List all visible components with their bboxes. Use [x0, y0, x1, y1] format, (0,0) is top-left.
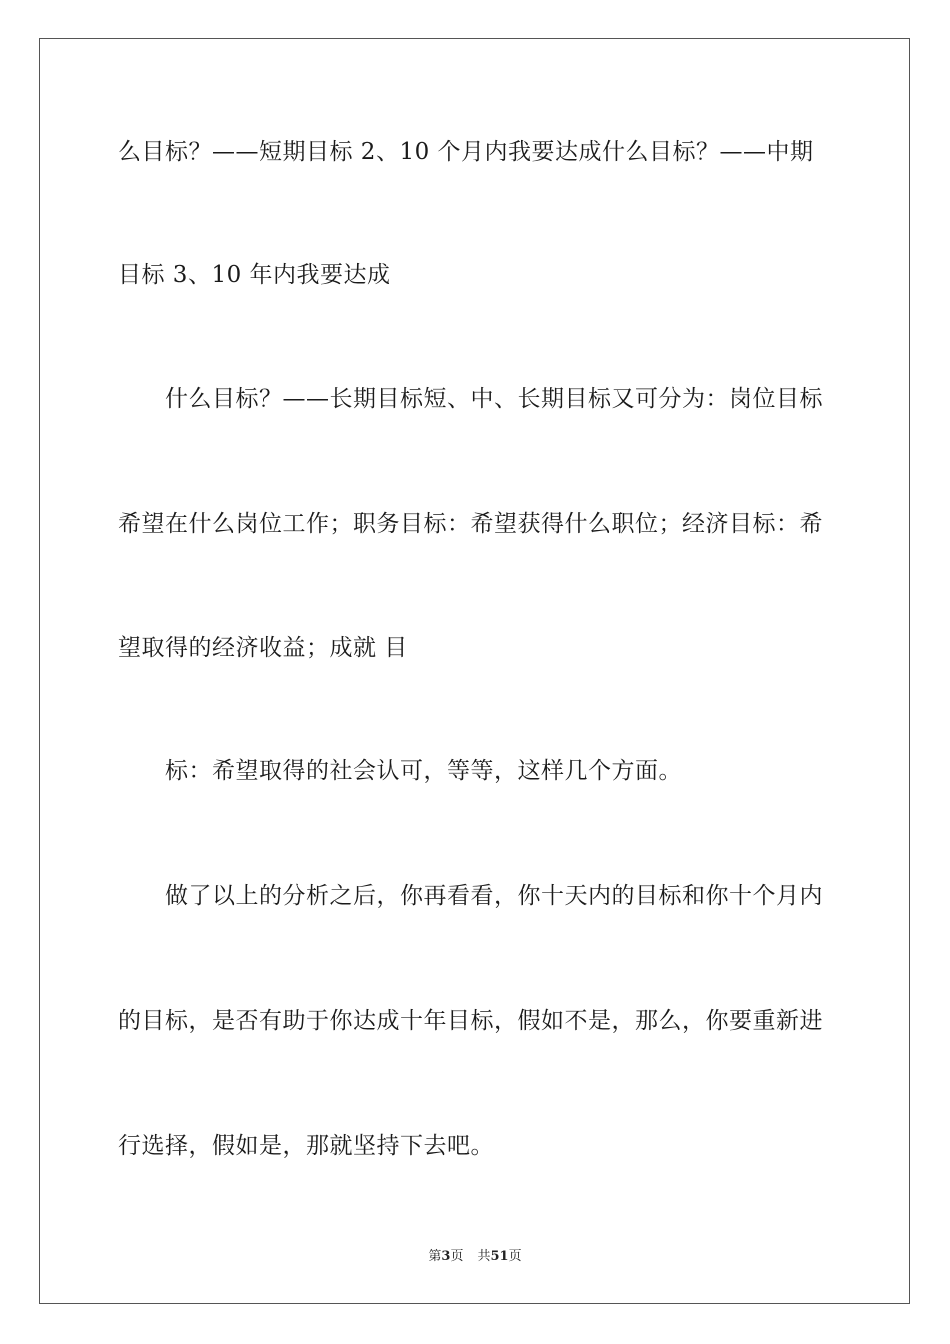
page-prefix: 第: [428, 1249, 442, 1264]
text-line-7: 做了以上的分析之后，你再看看，你十天内的目标和你十个月内: [165, 883, 823, 909]
page-number: 3: [441, 1249, 451, 1264]
total-pages: 51: [490, 1249, 509, 1264]
text-line-1: 么目标？——短期目标 2、10 个月内我要达成什么目标？——中期: [118, 139, 814, 165]
total-prefix: 共: [477, 1249, 491, 1264]
text-line-4: 希望在什么岗位工作；职务目标：希望获得什么职位；经济目标：希: [118, 511, 823, 537]
total-suffix: 页: [508, 1249, 522, 1264]
text-line-9: 行选择，假如是，那就坚持下去吧。: [118, 1133, 494, 1159]
text-line-5: 望取得的经济收益；成就 目: [118, 635, 408, 661]
text-line-3: 什么目标？——长期目标短、中、长期目标又可分为：岗位目标: [165, 386, 823, 412]
text-line-6: 标：希望取得的社会认可，等等，这样几个方面。: [165, 758, 682, 784]
page-suffix: 页: [450, 1249, 464, 1264]
text-line-8: 的目标，是否有助于你达成十年目标，假如不是，那么，你要重新进: [118, 1008, 823, 1034]
page-border: [39, 38, 910, 1304]
page-footer: [0, 1248, 950, 1266]
text-line-2: 目标 3、10 年内我要达成: [118, 262, 391, 288]
